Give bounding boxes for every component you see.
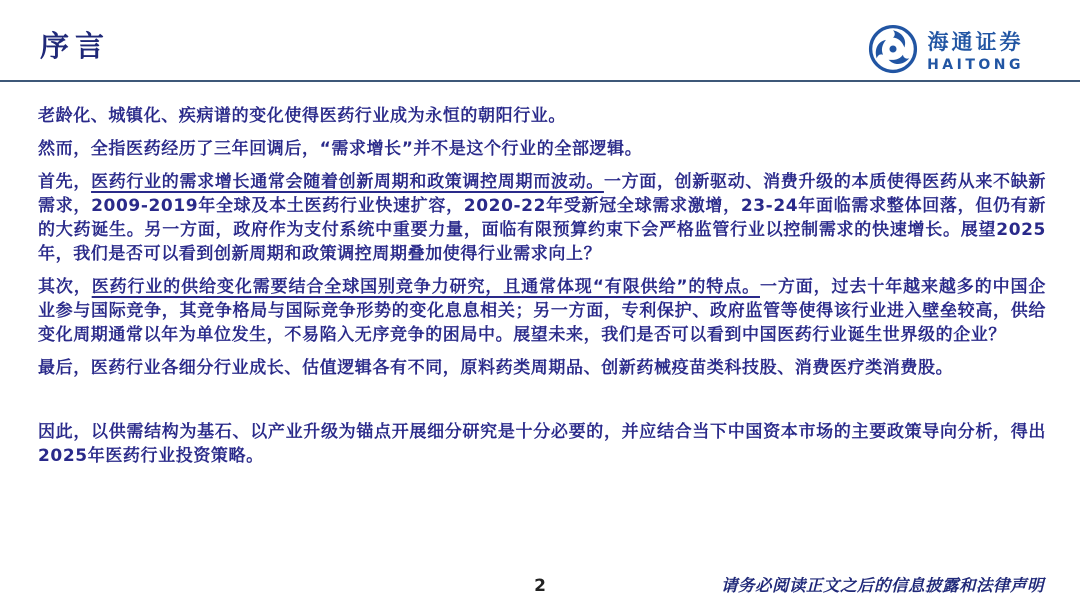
haitong-logo	[868, 24, 1024, 74]
paragraph-text: 一方面，过去十年越来越多的中国企业参与国际竞争，其竞争格局与国际竞争形势的变化息息相关；另一方面，专利保护、政府监管等使得该行业进入壁垒较高，供给变化周期通常以年为单位发生，不易陷入无序竞争的困局中。展望未来，我们是否可以看到中国医药行业诞生世界级的企业？	[38, 277, 1046, 345]
page-title: 序言	[40, 29, 111, 63]
haitong-logo-icon	[868, 24, 918, 74]
paragraph-text: 一方面，创新驱动、消费升级的本质使得医药从来不缺新需求，2009-2019年全球及本土医药行业快速扩容，2020-22年受新冠全球需求激增，23-24年面临需求整体回落，但仍有新的大药诞生。另一方面，政府作为支付系统中重要力量，面临有限预算约束下会严格监管行业以控制需求的快速增长。展望2025年，我们是否可以看到创新周期和政策调控周期叠加使得行业需求向上？	[38, 172, 1046, 264]
paragraph-text: 因此，以供需结构为基石、以产业升级为锚点开展细分研究是十分必要的，并应结合当下中国资本市场的主要政策导向分析，得出2025年医药行业投资策略。	[38, 422, 1046, 466]
paragraph-firstly-demand	[38, 170, 1046, 266]
preface-body	[38, 104, 1046, 477]
header-divider	[0, 80, 1080, 82]
paragraph-text: 首先，	[38, 172, 92, 192]
paragraph-underlined-text: 医药行业的供给变化需要结合全球国别竞争力研究，且通常体现“有限供给”的特点。	[91, 277, 760, 297]
page-number: 2	[534, 576, 546, 596]
paragraph-text: 老龄化、城镇化、疾病谱的变化使得医药行业成为永恒的朝阳行业。	[38, 106, 566, 126]
paragraph-underlined-text: 医药行业的需求增长通常会随着创新周期和政策调控周期而波动。	[91, 172, 604, 192]
paragraph-text: 其次，	[38, 277, 92, 297]
logo-name-chinese: 海通证券	[927, 28, 1024, 54]
paragraph-text: 最后，医药行业各细分行业成长、估值逻辑各有不同，原料药类周期品、创新药械疫苗类科技股、消费医疗类消费股。	[38, 358, 954, 378]
paragraph-lastly-segments	[38, 356, 1046, 380]
paragraph-aging-trend	[38, 104, 1046, 128]
paragraph-text: 然而，全指医药经历了三年回调后，“需求增长”并不是这个行业的全部逻辑。	[38, 139, 643, 159]
paragraph-however	[38, 137, 1046, 161]
logo-name-english: HAITONG	[927, 56, 1024, 73]
paragraph-secondly-supply	[38, 275, 1046, 347]
paragraph-conclusion	[38, 420, 1046, 468]
logo-text	[927, 26, 1024, 73]
footer-disclaimer: 请务必阅读正文之后的信息披露和法律声明	[721, 576, 1044, 595]
